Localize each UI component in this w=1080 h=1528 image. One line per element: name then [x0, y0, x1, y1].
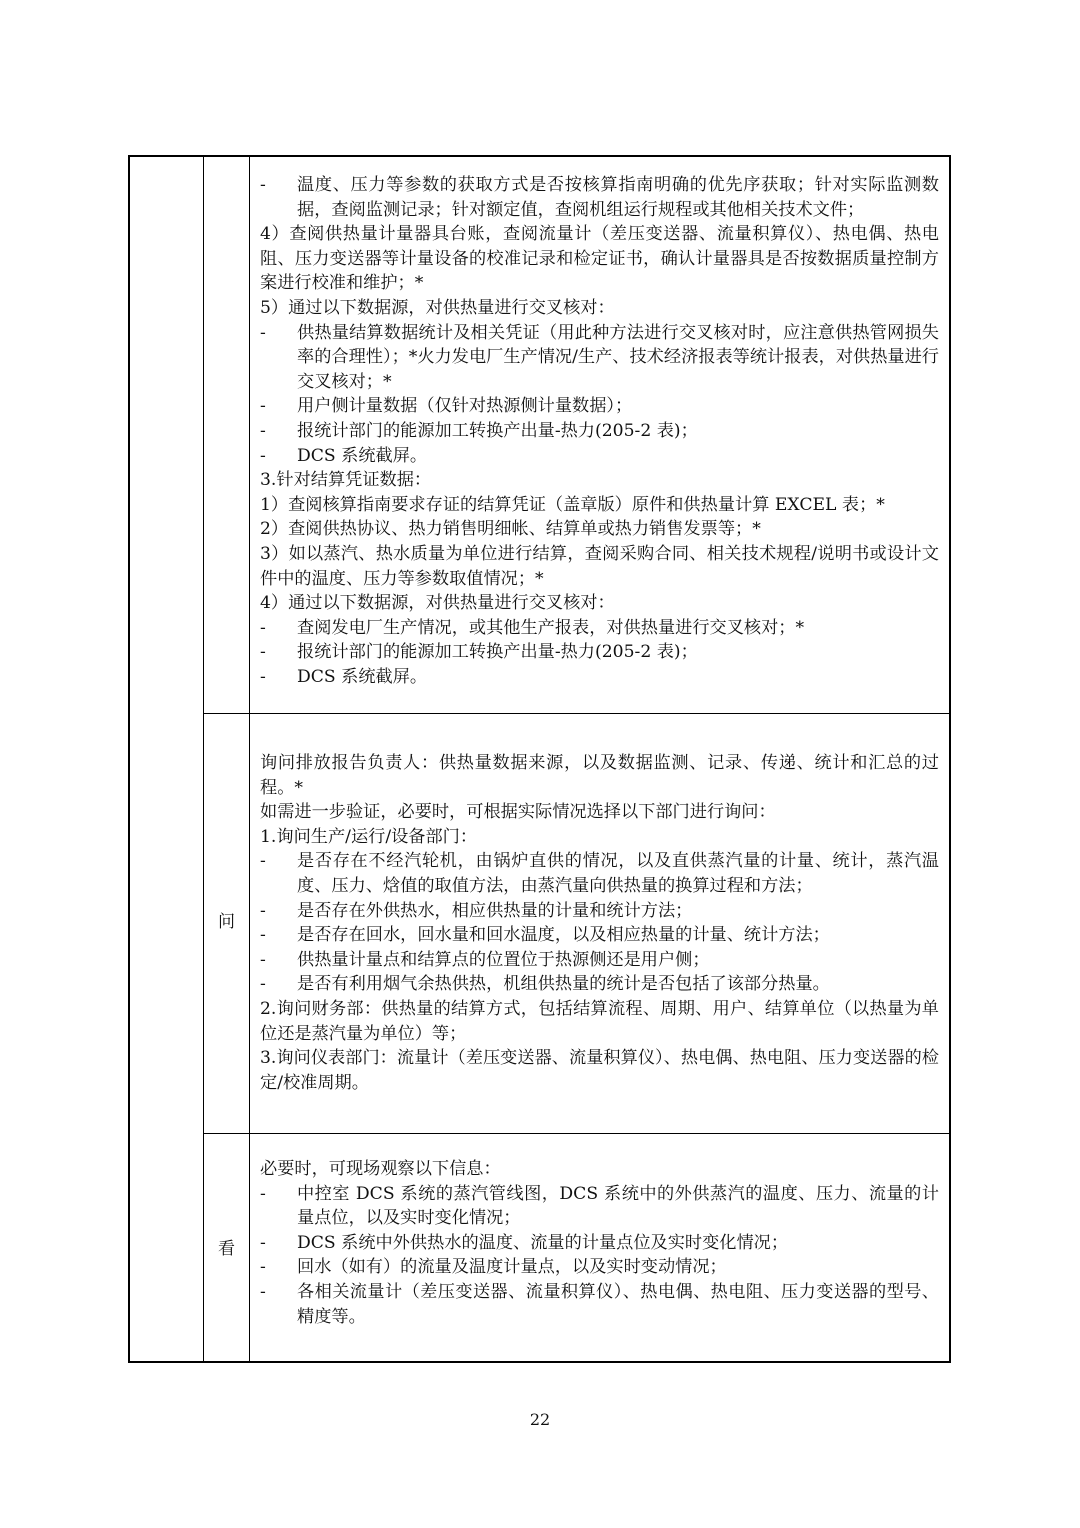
bullet-dash: -	[260, 851, 266, 872]
paragraph-line: 2.询问财务部：供热量的结算方式，包括结算流程、周期、用户、结算单位（以热量为单位还是蒸汽量为单位）等；	[260, 998, 939, 1044]
row-label-ask: 问	[218, 912, 235, 932]
paragraph-line: 3.询问仪表部门：流量计（差压变送器、流量积算仪）、热电偶、热电阻、压力变送器的检定/校准周期。	[260, 1048, 939, 1093]
paragraph-line: 必要时，可现场观察以下信息：	[260, 1159, 501, 1179]
paragraph-line: 1）查阅核算指南要求存证的结算凭证（盖章版）原件和供热量计算 EXCEL 表；*	[260, 494, 885, 515]
ask-cell	[250, 751, 941, 1095]
bullet-item	[250, 321, 941, 395]
row-label-look: 看	[218, 1239, 235, 1259]
bullet-dash: -	[260, 1232, 266, 1253]
bullet-text: 是否存在外供热水，相应供热量的计量和统计方法；	[297, 900, 693, 921]
bullet-item	[250, 1231, 941, 1256]
paragraph-line: 1.询问生产/运行/设备部门：	[260, 826, 478, 847]
look-cell	[250, 1157, 941, 1329]
bullet-text: 温度、压力等参数的获取方式是否按核算指南明确的优先序获取；针对实际监测数据，查阅监测记录；针对额定值，查阅机组运行规程或其他相关技术文件；	[297, 175, 939, 220]
bullet-dash: -	[260, 617, 266, 638]
paragraph-line: 2）查阅供热协议、热力销售明细帐、结算单或热力销售发票等；*	[260, 519, 761, 540]
bullet-dash: -	[260, 642, 266, 663]
bullet-dash: -	[260, 1183, 266, 1204]
bullet-item	[250, 616, 941, 641]
bullet-text: 用户侧计量数据（仅针对热源侧计量数据）；	[297, 396, 633, 417]
bullet-text: 查阅发电厂生产情况，或其他生产报表，对供热量进行交叉核对；*	[297, 617, 805, 638]
bullet-dash: -	[260, 900, 266, 921]
bullet-text: DCS 系统中外供热水的温度、流量的计量点位及实时变化情况；	[297, 1232, 789, 1253]
bullet-item	[250, 665, 941, 690]
paragraph-line: 5）通过以下数据源，对供热量进行交叉核对：	[260, 297, 615, 318]
paragraph-line: 3）如以蒸汽、热水质量为单位进行结算，查阅采购合同、相关技术规程/说明书或设计文件中的温度、压力等参数取值情况；*	[260, 543, 939, 589]
table-column-divider	[203, 157, 204, 1361]
bullet-text: 是否有利用烟气余热供热，机组供热量的统计是否包括了该部分热量。	[297, 974, 830, 995]
table-row-divider	[203, 713, 949, 714]
paragraph-line: 4）通过以下数据源，对供热量进行交叉核对：	[260, 593, 615, 614]
bullet-item	[250, 923, 941, 948]
bullet-text: 供热量结算数据统计及相关凭证（用此种方法进行交叉核对时，应注意供热管网损失率的合理性）；*火力发电厂生产情况/生产、技术经济报表等统计报表，对供热量进行交叉核对；*	[297, 322, 939, 392]
bullet-text: 报统计部门的能源加工转换产出量-热力(205-2 表)；	[297, 642, 698, 663]
page-number: 22	[529, 1410, 551, 1429]
bullet-text: 是否存在不经汽轮机，由锅炉直供的情况，以及直供蒸汽量的计量、统计，蒸汽温度、压力、焓值的取值方法，由蒸汽量向供热量的换算过程和方法；	[297, 851, 939, 896]
bullet-dash: -	[260, 396, 266, 417]
bullet-dash: -	[260, 666, 266, 687]
bullet-item	[250, 1255, 941, 1280]
bullet-dash: -	[260, 949, 266, 970]
bullet-dash: -	[260, 925, 266, 946]
check-records-cell	[250, 173, 941, 689]
bullet-text: 供热量计量点和结算点的位置位于热源侧还是用户侧；	[297, 949, 710, 970]
bullet-dash: -	[260, 1281, 266, 1302]
verification-table	[128, 155, 951, 1363]
bullet-item	[250, 173, 941, 222]
bullet-item	[250, 640, 941, 665]
bullet-text: 报统计部门的能源加工转换产出量-热力(205-2 表)；	[297, 420, 698, 441]
bullet-dash: -	[260, 1257, 266, 1278]
bullet-dash: -	[260, 175, 266, 195]
bullet-item	[250, 394, 941, 419]
bullet-text: 是否存在回水，回水量和回水温度，以及相应热量的计量、统计方法；	[297, 925, 830, 946]
bullet-text: DCS 系统截屏。	[297, 666, 428, 687]
bullet-item	[250, 972, 941, 997]
paragraph-line: 询问排放报告负责人：供热量数据来源，以及数据监测、记录、传递、统计和汇总的过程。*	[260, 753, 939, 798]
bullet-text: 各相关流量计（差压变送器、流量积算仪）、热电偶、热电阻、压力变送器的型号、精度等。	[297, 1281, 939, 1327]
bullet-dash: -	[260, 322, 266, 343]
bullet-item	[250, 1182, 941, 1231]
bullet-dash: -	[260, 420, 266, 441]
paragraph-line: 3.针对结算凭证数据：	[260, 470, 432, 491]
bullet-dash: -	[260, 974, 266, 995]
bullet-item	[250, 1280, 941, 1329]
bullet-item	[250, 849, 941, 898]
table-row-divider	[203, 1133, 949, 1134]
bullet-item	[250, 948, 941, 973]
bullet-item	[250, 444, 941, 469]
bullet-text: 回水（如有）的流量及温度计量点，以及实时变动情况；	[297, 1257, 727, 1278]
bullet-item	[250, 419, 941, 444]
bullet-dash: -	[260, 445, 266, 466]
paragraph-line: 4）查阅供热量计量器具台账，查阅流量计（差压变送器、流量积算仪）、热电偶、热电阻、压力变送器等计量设备的校准记录和检定证书，确认计量器具是否按数据质量控制方案进行校准和维护；*	[260, 224, 939, 294]
bullet-item	[250, 899, 941, 924]
bullet-text: DCS 系统截屏。	[297, 445, 428, 466]
paragraph-line: 如需进一步验证，必要时，可根据实际情况选择以下部门进行询问：	[260, 802, 776, 823]
bullet-text: 中控室 DCS 系统的蒸汽管线图，DCS 系统中的外供蒸汽的温度、压力、流量的计量点位，以及实时变化情况；	[297, 1183, 939, 1229]
